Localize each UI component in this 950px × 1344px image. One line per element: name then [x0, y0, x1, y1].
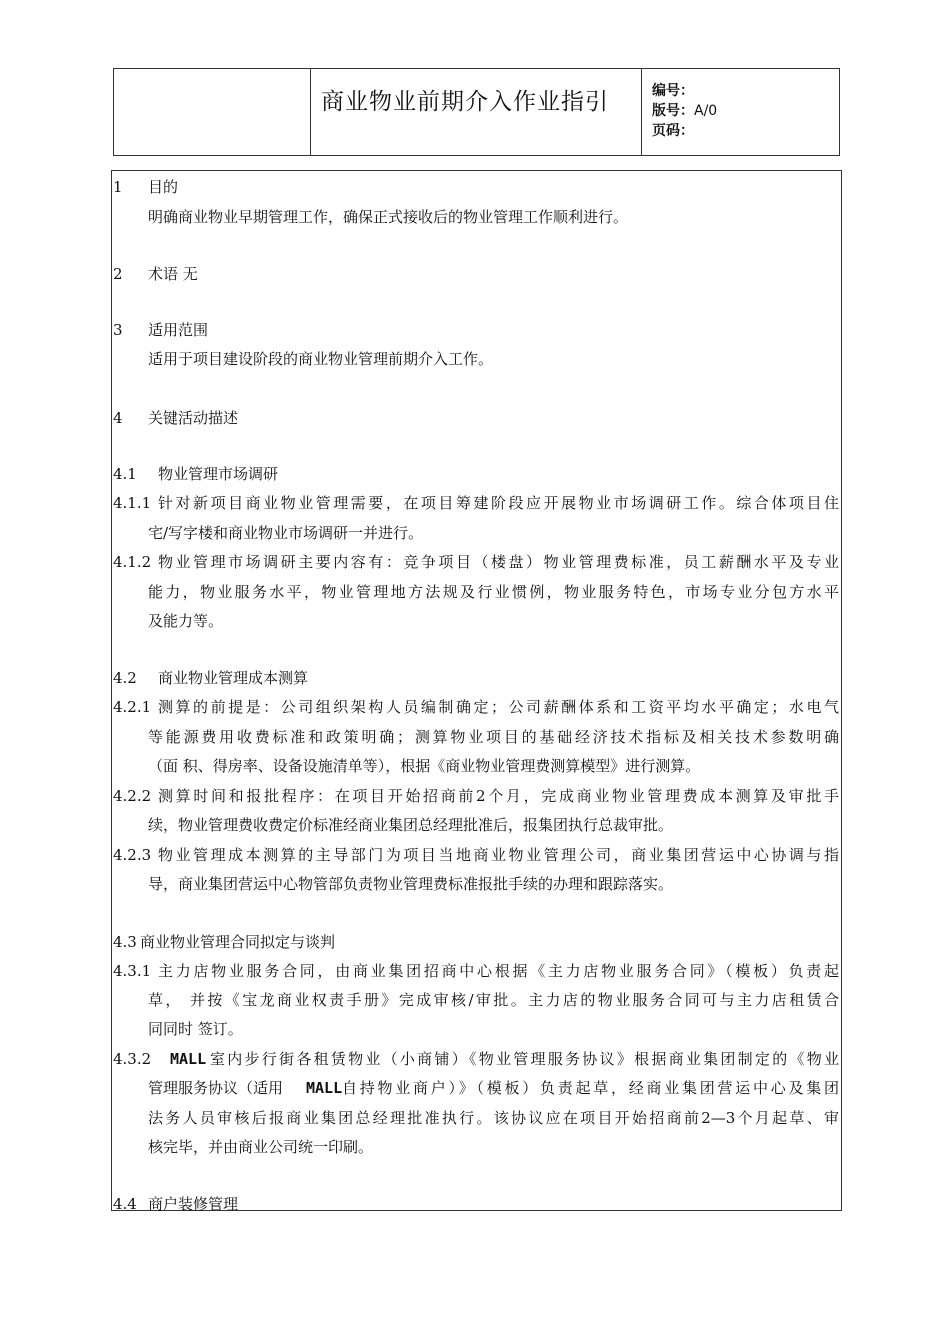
section-number: 4.4: [113, 1195, 137, 1213]
section-number: 4.1: [113, 465, 137, 483]
clause-line: 物业管理成本测算的主导部门为项目当地商业物业管理公司，商业集团营运中心协调与指: [158, 846, 839, 864]
mall-term: MALL: [306, 1079, 343, 1097]
clause-line: 核完毕，并由商业公司统一印刷。: [148, 1138, 374, 1156]
clause-line: 等能源费用收费标准和政策明确；测算物业项目的基础经济技术指标及相关技术参数明确: [148, 728, 839, 746]
mall-term: MALL: [170, 1050, 207, 1068]
section-number: 4: [113, 409, 123, 427]
section-title: 目的: [148, 178, 179, 196]
code-label: 编号：: [652, 83, 694, 99]
clause-line: 及能力等。: [148, 612, 224, 630]
clause-line: （面 积、得房率、设备设施清单等），根据《商业物业管理费测算模型》进行测算。: [148, 757, 701, 775]
clause-line: 续，物业管理费收费定价标准经商业集团总经理批准后，报集团执行总裁审批。: [148, 816, 674, 834]
section-title: 术语 无: [148, 265, 198, 283]
clause-line: 测算时间和报批程序：在项目开始招商前2个月，完成商业物业管理费成本测算及审批手: [158, 787, 839, 805]
title-cell: [311, 69, 642, 155]
page-label: 页码：: [652, 123, 694, 139]
clause-line: 能力，物业服务水平，物业管理地方法规及行业惯例，物业服务特色，市场专业分包方水平: [148, 583, 839, 601]
document-title: 商业物业前期介入作业指引: [321, 89, 609, 115]
clause-number: 4.3.1: [113, 962, 152, 980]
clause-line: 管理服务协议（适用: [148, 1079, 284, 1097]
clause-line: 测算的前提是：公司组织架构人员编制确定；公司薪酬体系和工资平均水平确定；水电气: [158, 698, 839, 716]
section-number: 4.3: [113, 933, 137, 951]
clause-line: 同同时 签订。: [148, 1020, 243, 1038]
clause-number: 4.2.1: [113, 698, 152, 716]
clause-line: 宅/写字楼和商业物业市场调研一并进行。: [148, 524, 424, 542]
clause-line: 自持物业商户）》（模板）负责起草，经商业集团营运中心及集团: [342, 1079, 839, 1097]
clause-line: 导，商业集团营运中心物管部负责物业管理费标准报批手续的办理和跟踪落实。: [148, 875, 674, 893]
clause-line: 草， 并按《宝龙商业权责手册》完成审核/审批。主力店的物业服务合同可与主力店租赁合: [148, 991, 839, 1009]
section-title: 适用范围: [148, 321, 209, 339]
section-title: 商业物业管理合同拟定与谈判: [140, 933, 336, 951]
section-title: 商户装修管理: [148, 1195, 239, 1213]
clause-line: 针对新项目商业物业管理需要，在项目筹建阶段应开展物业市场调研工作。综合体项目住: [158, 494, 839, 512]
document-header-table: [113, 68, 840, 156]
version-value: A/0: [694, 103, 718, 119]
clause-number: 4.2.3: [113, 846, 152, 864]
logo-cell: [114, 69, 311, 155]
section-title: 商业物业管理成本测算: [158, 669, 309, 687]
section-body: 明确商业物业早期管理工作，确保正式接收后的物业管理工作顺利进行。: [148, 208, 629, 226]
section-title: 关键活动描述: [148, 409, 239, 427]
clause-number: 4.2.2: [113, 787, 152, 805]
clause-line: 主力店物业服务合同，由商业集团招商中心根据《主力店物业服务合同》（模板）负责起: [158, 962, 839, 980]
clause-number: 4.1.1: [113, 494, 152, 512]
section-number: 1: [113, 178, 123, 196]
clause-line: 物业管理市场调研主要内容有：竞争项目（楼盘）物业管理费标准，员工薪酬水平及专业: [158, 553, 839, 571]
meta-cell: [642, 69, 839, 155]
clause-number: 4.3.2: [113, 1050, 152, 1068]
section-body: 适用于项目建设阶段的商业物业管理前期介入工作。: [148, 350, 494, 368]
clause-number: 4.1.2: [113, 553, 152, 571]
section-number: 4.2: [113, 669, 137, 687]
clause-line: 室内步行街各租赁物业（小商铺）《物业管理服务协议》根据商业集团制定的《物业: [210, 1050, 839, 1068]
clause-line: 法务人员审核后报商业集团总经理批准执行。该协议应在项目开始招商前2—3个月起草、审: [148, 1109, 839, 1127]
section-number: 2: [113, 265, 123, 283]
section-title: 物业管理市场调研: [158, 465, 279, 483]
section-number: 3: [113, 321, 123, 339]
version-label: 版号：: [652, 103, 694, 119]
